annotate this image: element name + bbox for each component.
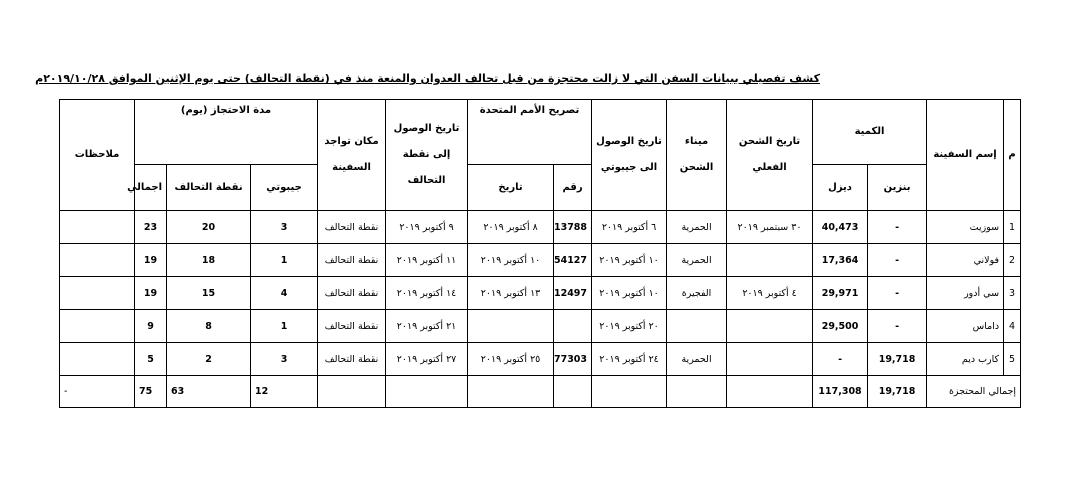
cell-ship-location: نقطة التحالف <box>318 277 386 310</box>
header-permit-date: تاريخ <box>468 165 554 211</box>
cell-notes <box>60 343 135 376</box>
cell-days-coalition: 20 <box>167 211 251 244</box>
cell-petrol: - <box>868 244 927 277</box>
cell-shipping-date: ٣٠ سبتمبر ٢٠١٩ <box>727 211 813 244</box>
cell-days-total: 23 <box>135 211 167 244</box>
header-shipping-date: تاريخ الشحن الفعلي <box>727 100 813 211</box>
cell-ship-name: فولاني <box>927 244 1004 277</box>
cell-shipping-date <box>727 310 813 343</box>
cell-notes <box>60 211 135 244</box>
cell-m: 2 <box>1004 244 1021 277</box>
header-row-top <box>60 100 1021 165</box>
header-notes: ملاحظات <box>60 100 135 211</box>
cell-days-djibouti: 4 <box>251 277 318 310</box>
cell-permit-date: ٢٥ أكتوبر ٢٠١٩ <box>468 343 554 376</box>
cell-m: 1 <box>1004 211 1021 244</box>
cell-m: 3 <box>1004 277 1021 310</box>
header-m: م <box>1004 100 1021 211</box>
cell-diesel: 40,473 <box>813 211 868 244</box>
cell-arrival-djibouti: ١٠ أكتوبر ٢٠١٩ <box>592 244 667 277</box>
header-shipping-port: ميناء الشحن <box>667 100 727 211</box>
cell-shipping-date <box>727 244 813 277</box>
totals-diesel: 117,308 <box>813 376 868 408</box>
cell-arrival-djibouti: ٦ أكتوبر ٢٠١٩ <box>592 211 667 244</box>
cell-m: 5 <box>1004 343 1021 376</box>
cell-permit-no: 12497 <box>554 277 592 310</box>
cell-days-total: 5 <box>135 343 167 376</box>
cell-shipping-port: الحمرية <box>667 244 727 277</box>
totals-empty <box>554 376 592 408</box>
header-diesel: ديزل <box>813 165 868 211</box>
cell-ship-location: نقطة التحالف <box>318 244 386 277</box>
cell-arrival-djibouti: ٢٤ أكتوبر ٢٠١٩ <box>592 343 667 376</box>
cell-arrival-coalition: ٩ أكتوبر ٢٠١٩ <box>386 211 468 244</box>
cell-days-djibouti: 1 <box>251 244 318 277</box>
cell-shipping-port: الحمرية <box>667 211 727 244</box>
header-total: اجمالي <box>135 165 167 211</box>
table-row <box>60 244 1021 277</box>
cell-permit-date <box>468 310 554 343</box>
cell-petrol: - <box>868 310 927 343</box>
document-title: كشف تفصيلي ببيانات السفن التي لا زالت محتجزة من قبل تحالف العدوان والمنعة منذ في (نقطة التحالف) حتى يوم الإثنين الموافق ٢٠١٩/١٠/٢٨م <box>35 72 820 85</box>
cell-ship-location: نقطة التحالف <box>318 310 386 343</box>
cell-days-coalition: 2 <box>167 343 251 376</box>
cell-permit-no: 54127 <box>554 244 592 277</box>
cell-ship-location: نقطة التحالف <box>318 343 386 376</box>
totals-days-djibouti: 12 <box>251 376 318 408</box>
cell-notes <box>60 277 135 310</box>
cell-diesel: - <box>813 343 868 376</box>
cell-days-total: 9 <box>135 310 167 343</box>
cell-permit-no <box>554 310 592 343</box>
cell-permit-date: ٨ أكتوبر ٢٠١٩ <box>468 211 554 244</box>
cell-arrival-coalition: ٢٧ أكتوبر ٢٠١٩ <box>386 343 468 376</box>
cell-days-total: 19 <box>135 244 167 277</box>
cell-ship-name: سي أدور <box>927 277 1004 310</box>
cell-permit-no: 77303 <box>554 343 592 376</box>
header-permit-no: رقم <box>554 165 592 211</box>
totals-empty <box>386 376 468 408</box>
cell-diesel: 17,364 <box>813 244 868 277</box>
table-row <box>60 343 1021 376</box>
cell-shipping-date: ٤ أكتوبر ٢٠١٩ <box>727 277 813 310</box>
totals-empty <box>468 376 554 408</box>
totals-petrol: 19,718 <box>868 376 927 408</box>
cell-days-djibouti: 3 <box>251 211 318 244</box>
cell-notes <box>60 310 135 343</box>
header-ship-name: إسم السفينة <box>927 100 1004 211</box>
header-arrival-coalition: تاريخ الوصول إلى نقطة التحالف <box>386 100 468 211</box>
cell-days-total: 19 <box>135 277 167 310</box>
cell-permit-date: ١٠ أكتوبر ٢٠١٩ <box>468 244 554 277</box>
cell-ship-name: سوزيت <box>927 211 1004 244</box>
cell-ship-name: داماس <box>927 310 1004 343</box>
header-arrival-djibouti: تاريخ الوصول الى جيبوتي <box>592 100 667 211</box>
cell-arrival-djibouti: ١٠ أكتوبر ٢٠١٩ <box>592 277 667 310</box>
cell-days-coalition: 8 <box>167 310 251 343</box>
cell-ship-name: كارب ديم <box>927 343 1004 376</box>
header-petrol: بنزين <box>868 165 927 211</box>
header-djibouti: جيبوتي <box>251 165 318 211</box>
cell-diesel: 29,971 <box>813 277 868 310</box>
table-row <box>60 211 1021 244</box>
header-detention-period: مدة الاحتجاز (يوم) <box>135 100 318 165</box>
cell-arrival-coalition: ١١ أكتوبر ٢٠١٩ <box>386 244 468 277</box>
cell-days-coalition: 18 <box>167 244 251 277</box>
cell-days-djibouti: 3 <box>251 343 318 376</box>
header-coalition-point: نقطة التحالف <box>167 165 251 211</box>
header-quantity: الكمية <box>813 100 927 165</box>
cell-notes <box>60 244 135 277</box>
cell-arrival-coalition: ١٤ أكتوبر ٢٠١٩ <box>386 277 468 310</box>
detained-ships-table <box>59 99 1021 408</box>
cell-diesel: 29,500 <box>813 310 868 343</box>
totals-label: إجمالي المحتجزة <box>927 376 1021 408</box>
header-un-permit: تصريح الأمم المتحدة <box>468 100 592 165</box>
table-row <box>60 310 1021 343</box>
table-row <box>60 277 1021 310</box>
cell-days-coalition: 15 <box>167 277 251 310</box>
cell-permit-no: 13788 <box>554 211 592 244</box>
cell-petrol: - <box>868 277 927 310</box>
cell-shipping-port <box>667 310 727 343</box>
cell-petrol: - <box>868 211 927 244</box>
totals-empty <box>727 376 813 408</box>
cell-shipping-port: الحمرية <box>667 343 727 376</box>
totals-days-coalition: 63 <box>167 376 251 408</box>
cell-arrival-coalition: ٢١ أكتوبر ٢٠١٩ <box>386 310 468 343</box>
cell-shipping-port: الفجيرة <box>667 277 727 310</box>
totals-days-total: 75 <box>135 376 167 408</box>
cell-permit-date: ١٣ أكتوبر ٢٠١٩ <box>468 277 554 310</box>
cell-m: 4 <box>1004 310 1021 343</box>
cell-arrival-djibouti: ٢٠ أكتوبر ٢٠١٩ <box>592 310 667 343</box>
cell-petrol: 19,718 <box>868 343 927 376</box>
cell-shipping-date <box>727 343 813 376</box>
totals-empty <box>667 376 727 408</box>
totals-row <box>60 376 1021 408</box>
totals-empty <box>592 376 667 408</box>
cell-ship-location: نقطة التحالف <box>318 211 386 244</box>
totals-notes: - <box>60 376 135 408</box>
cell-days-djibouti: 1 <box>251 310 318 343</box>
totals-empty <box>318 376 386 408</box>
header-ship-location: مكان تواجد السفينة <box>318 100 386 211</box>
header-row-bottom <box>60 165 1021 211</box>
